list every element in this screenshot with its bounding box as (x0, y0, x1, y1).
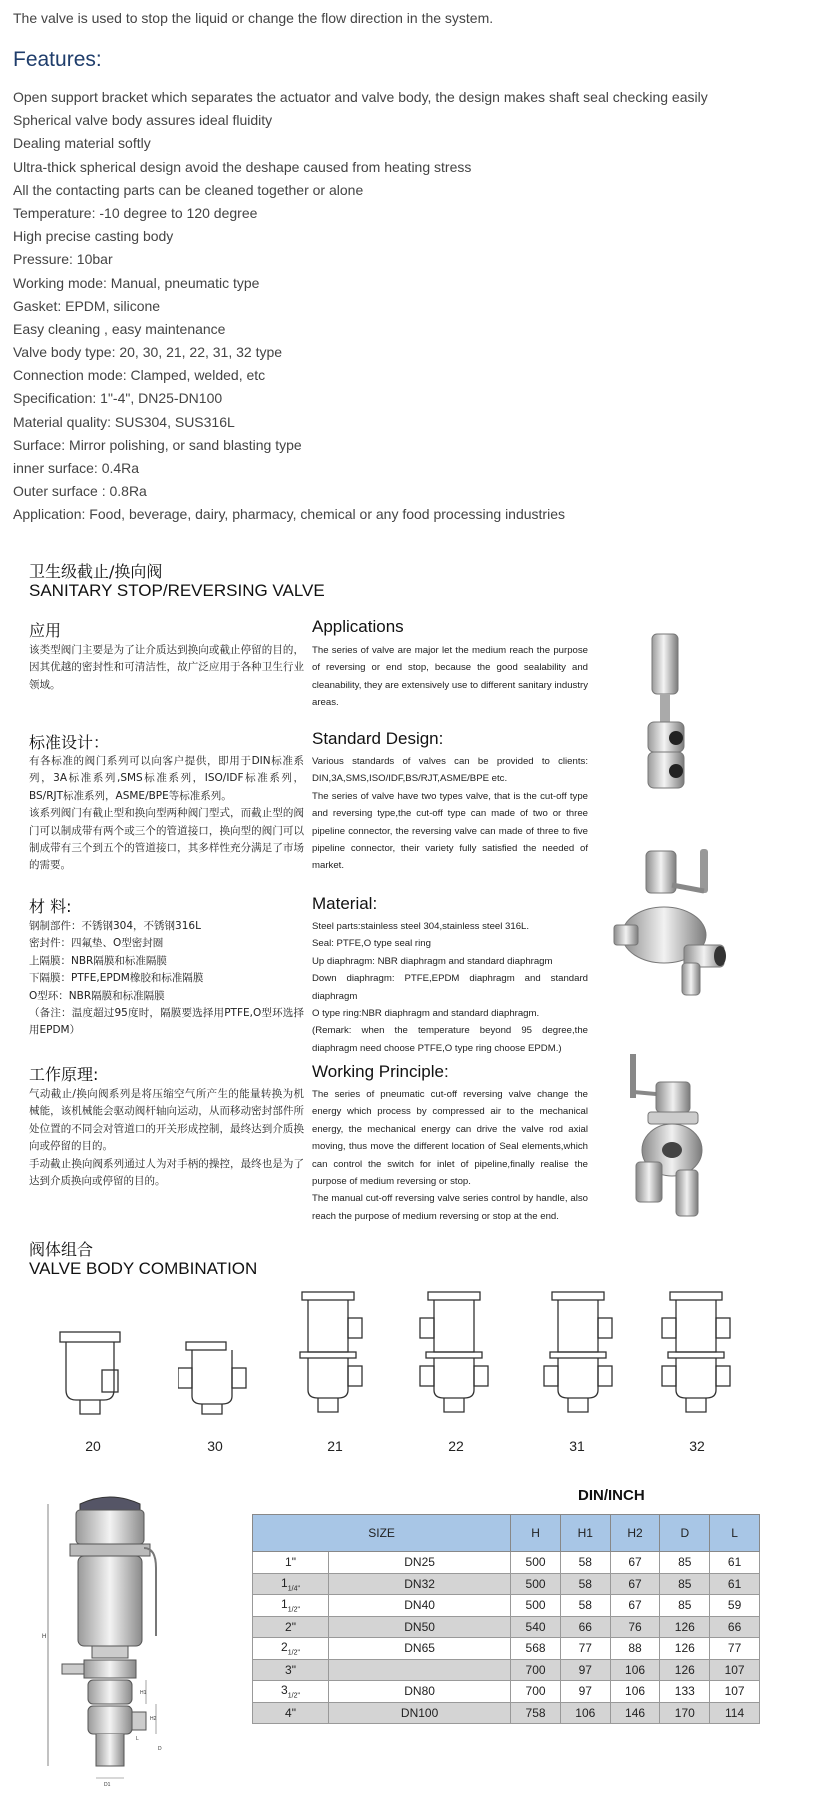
material-line: Down diaphragm: PTFE,EPDM diaphragm and standard diaphragm (312, 973, 588, 1002)
header-h: H (511, 1515, 561, 1552)
standard-text-en (312, 753, 588, 875)
cell-h1: 97 (560, 1659, 610, 1681)
table-row (253, 1616, 760, 1638)
header-h2: H2 (610, 1515, 660, 1552)
feature-item: Gasket: EPDM, silicone (13, 297, 161, 314)
inch-value: 1 (281, 1597, 288, 1612)
inch-value: 3 (281, 1683, 288, 1698)
cell-h: 500 (511, 1552, 561, 1574)
dim-h1: H1 (140, 1690, 147, 1696)
material-line: O型环：NBR隔膜和标准隔膜 (29, 989, 165, 1002)
material-heading-cn: 材 料: (29, 897, 72, 916)
dim-l: L (136, 1736, 139, 1742)
cell-h1: 58 (560, 1552, 610, 1574)
table-header-row (253, 1515, 760, 1552)
applications-text-cn (29, 642, 304, 694)
applications-heading-en: Applications (312, 617, 404, 636)
valve-photo-handle-reversing (626, 1052, 716, 1222)
table-row (253, 1702, 760, 1724)
paragraph: 有各标准的阀门系列可以向客户提供，即用于DIN标准系列，3A标准系列,SMS标准系列，ISO/IDF标准系列，BS/RJT标准系列，ASME/BPE等标准系列。 (29, 755, 304, 802)
header-size: SIZE (253, 1515, 511, 1552)
valve-body-32 (658, 1290, 734, 1420)
cell-h1: 58 (560, 1595, 610, 1617)
feature-item: High precise casting body (13, 228, 174, 245)
cell-d: 85 (660, 1573, 710, 1595)
dim-d: D (158, 1746, 162, 1752)
cell-l: 107 (710, 1681, 760, 1703)
table-row (253, 1638, 760, 1660)
cell-h1: 106 (560, 1702, 610, 1724)
valve-body-30 (178, 1340, 258, 1420)
combination-title-en: VALVE BODY COMBINATION (29, 1259, 258, 1278)
table-row (253, 1573, 760, 1595)
body-label-32: 32 (689, 1438, 705, 1454)
feature-item: Surface: Mirror polishing, or sand blasting type (13, 436, 302, 453)
inch-value: 4" (285, 1705, 296, 1720)
cell-l: 66 (710, 1616, 760, 1638)
feature-item: Open support bracket which separates the actuator and valve body, the design makes shaft seal checking easily (13, 89, 708, 105)
material-heading-en: Material: (312, 894, 378, 913)
cell-dn (329, 1659, 511, 1681)
cell-dn: DN32 (329, 1573, 511, 1595)
working-text-en (312, 1086, 588, 1225)
working-heading-en: Working Principle: (312, 1062, 449, 1081)
feature-item: Outer surface : 0.8Ra (13, 483, 147, 500)
cell-inch (253, 1616, 329, 1638)
inch-fraction: 1/4" (287, 1584, 300, 1592)
inch-value: 3" (285, 1662, 296, 1677)
paragraph: 该系列阀门有截止型和换向型两种阀门型式，而截止型的阀门可以制成带有两个或三个的管道接口，换向型的阀门可以制成带有三个到五个的管道接口，其多样性充分满足了市场的需要。 (29, 807, 304, 872)
inch-fraction: 1/2" (287, 1649, 300, 1657)
cell-d: 126 (660, 1616, 710, 1638)
cell-dn: DN40 (329, 1595, 511, 1617)
table-row (253, 1681, 760, 1703)
cell-h: 758 (511, 1702, 561, 1724)
cell-h2: 146 (610, 1702, 660, 1724)
applications-text-en (312, 642, 588, 712)
material-line: 密封件：四氟垫、O型密封圈 (29, 937, 164, 950)
feature-item: Ultra-thick spherical design avoid the deshape caused from heating stress (13, 158, 472, 175)
table-caption: DIN/INCH (578, 1487, 645, 1504)
header-h1: H1 (560, 1515, 610, 1552)
paragraph: The series of pneumatic cut-off reversing valve change the energy which process by compressed air to the mechanical energy, the mechanical energy can drive the valve rod axial moving, thus move the different location of Seal elements,which can control the switch for inlet of pipeline,finally realise the purpose of medium reversing or stop. (312, 1089, 588, 1188)
cell-h2: 67 (610, 1552, 660, 1574)
cell-inch (253, 1552, 329, 1574)
dim-h2: H2 (150, 1716, 157, 1722)
material-line: 上隔膜：NBR隔膜和标准隔膜 (29, 954, 167, 967)
spec-table (252, 1514, 760, 1724)
feature-item: Temperature: -10 degree to 120 degree (13, 204, 258, 221)
paragraph: The manual cut-off reversing valve series control by handle, also reach the purpose of medium reversing or stop at the end. (312, 1193, 588, 1222)
cell-dn: DN80 (329, 1681, 511, 1703)
body-label-20: 20 (85, 1438, 101, 1454)
material-line: 下隔膜：PTFE,EPDM橡胶和标准隔膜 (29, 972, 204, 985)
material-line: Steel parts:stainless steel 304,stainless steel 316L. (312, 921, 530, 932)
paragraph: Various standards of valves can be provided to clients: DIN,3A,SMS,ISO/IDF,BS/RJT,ASME/BPE etc. (312, 756, 588, 785)
cell-h1: 77 (560, 1638, 610, 1660)
features-list (13, 86, 708, 527)
cell-dn: DN100 (329, 1702, 511, 1724)
table-row (253, 1552, 760, 1574)
cell-d: 170 (660, 1702, 710, 1724)
cell-h: 500 (511, 1573, 561, 1595)
material-line: Seal: PTFE,O type seal ring (312, 938, 431, 950)
cell-h2: 67 (610, 1573, 660, 1595)
cell-d: 85 (660, 1595, 710, 1617)
cell-h2: 67 (610, 1595, 660, 1617)
valve-body-20 (58, 1330, 128, 1420)
intro-text: The valve is used to stop the liquid or change the flow direction in the system. (13, 10, 494, 26)
cell-dn: DN50 (329, 1616, 511, 1638)
cell-h1: 97 (560, 1681, 610, 1703)
material-line: O type ring:NBR diaphragm and standard diaphragm. (312, 1008, 540, 1020)
inch-value: 1 (281, 1575, 288, 1590)
paragraph: 气动截止/换向阀系列是将压缩空气所产生的能量转换为机械能，该机械能会驱动阀杆轴向运动，从而移动密封部件所处位置的不同会对管道口的开关形成控制，最终达到介质换向或停留的目的。 (29, 1088, 304, 1153)
valve-dimension-drawing (40, 1488, 180, 1793)
cell-h: 500 (511, 1595, 561, 1617)
body-label-22: 22 (448, 1438, 464, 1454)
cell-d: 85 (660, 1552, 710, 1574)
cell-inch (253, 1659, 329, 1681)
inch-value: 2 (281, 1640, 288, 1655)
cell-inch (253, 1595, 329, 1617)
cell-h2: 106 (610, 1681, 660, 1703)
inch-value: 2" (285, 1619, 296, 1634)
material-line: (Remark: when the temperature beyond 95 degree,the diaphragm need choose PTFE,O type ring choose EPDM.) (312, 1025, 588, 1054)
cell-l: 61 (710, 1552, 760, 1574)
header-l: L (710, 1515, 760, 1552)
material-text-en (312, 918, 588, 1057)
valve-body-22 (416, 1290, 492, 1420)
dim-d1: D1 (104, 1782, 111, 1788)
table-row (253, 1595, 760, 1617)
valve-body-31 (540, 1290, 616, 1420)
cell-l: 77 (710, 1638, 760, 1660)
working-heading-cn: 工作原理: (29, 1065, 99, 1084)
paragraph: The series of valve have two types valve, that is the cut-off type and reversing type,the cut-off type can made of two or three pipeline connector, the reversing valve can made of three to five pipeline connector, their variety fully satisfied the needed of market. (312, 790, 588, 872)
header-d: D (660, 1515, 710, 1552)
inch-fraction: 1/2" (287, 1606, 300, 1614)
cell-h1: 66 (560, 1616, 610, 1638)
valve-photo-manual-handle (612, 845, 740, 1000)
body-label-31: 31 (569, 1438, 585, 1454)
material-line: 钢制部件：不锈钢304，不锈钢316L (29, 920, 201, 932)
cell-h2: 88 (610, 1638, 660, 1660)
cell-d: 126 (660, 1659, 710, 1681)
standard-heading-en: Standard Design: (312, 729, 444, 748)
cell-l: 114 (710, 1702, 760, 1724)
sanitary-title-en: SANITARY STOP/REVERSING VALVE (29, 581, 325, 600)
cell-dn: DN25 (329, 1552, 511, 1574)
body-label-21: 21 (327, 1438, 343, 1454)
combination-title-cn: 阀体组合 (29, 1240, 94, 1259)
cell-d: 126 (660, 1638, 710, 1660)
dim-h: H (42, 1634, 47, 1640)
feature-item: Specification: 1"-4", DN25-DN100 (13, 390, 223, 407)
cell-inch (253, 1638, 329, 1660)
feature-item: Valve body type: 20, 30, 21, 22, 31, 32 type (13, 344, 283, 361)
cell-h: 568 (511, 1638, 561, 1660)
feature-item: Spherical valve body assures ideal fluidity (13, 112, 273, 129)
feature-item: Easy cleaning , easy maintenance (13, 320, 226, 337)
feature-item: inner surface: 0.4Ra (13, 460, 140, 476)
cell-h2: 76 (610, 1616, 660, 1638)
cell-inch (253, 1573, 329, 1595)
standard-heading-cn: 标准设计： (29, 733, 110, 752)
material-text-cn (29, 918, 304, 1040)
paragraph: The series of valve are major let the medium reach the purpose of reversing or end stop, because the good sealability and cleanability, they are extensively use to different sanitary industry areas. (312, 645, 588, 709)
cell-dn: DN65 (329, 1638, 511, 1660)
feature-item: Connection mode: Clamped, welded, etc (13, 367, 266, 384)
valve-photo-pneumatic (630, 630, 710, 800)
cell-h: 700 (511, 1659, 561, 1681)
feature-item: Pressure: 10bar (13, 251, 113, 268)
working-text-cn (29, 1086, 304, 1190)
applications-heading-cn: 应用 (29, 621, 62, 640)
paragraph: 手动截止换向阀系列通过人为对手柄的操控，最终也是为了达到介质换向或停留的目的。 (29, 1157, 304, 1188)
cell-l: 59 (710, 1595, 760, 1617)
table-row (253, 1659, 760, 1681)
body-label-30: 30 (207, 1438, 223, 1454)
cell-l: 107 (710, 1659, 760, 1681)
cell-inch (253, 1681, 329, 1703)
material-line: Up diaphragm: NBR diaphragm and standard diaphragm (312, 955, 553, 967)
cell-d: 133 (660, 1681, 710, 1703)
feature-item: Dealing material softly (13, 135, 151, 152)
cell-h1: 58 (560, 1573, 610, 1595)
inch-value: 1" (285, 1555, 296, 1570)
cell-inch (253, 1702, 329, 1724)
cell-l: 61 (710, 1573, 760, 1595)
features-title: Features: (13, 48, 102, 71)
sanitary-title-cn: 卫生级截止/换向阀 (29, 562, 163, 581)
feature-item: Working mode: Manual, pneumatic type (13, 274, 260, 291)
cell-h: 700 (511, 1681, 561, 1703)
cell-h: 540 (511, 1616, 561, 1638)
valve-body-21 (298, 1290, 374, 1420)
inch-fraction: 1/2" (287, 1692, 300, 1700)
cell-h2: 106 (610, 1659, 660, 1681)
feature-item: All the contacting parts can be cleaned together or alone (13, 181, 364, 198)
paragraph: 该类型阀门主要是为了让介质达到换向或截止停留的目的，因其优越的密封性和可清洁性，故广泛应用于各种卫生行业领域。 (29, 644, 304, 691)
material-line: （备注：温度超过95度时，隔膜要选择用PTFE,O型环选择用EPDM） (29, 1007, 304, 1037)
feature-item: Application: Food, beverage, dairy, pharmacy, chemical or any food processing industries (13, 506, 565, 523)
standard-text-cn (29, 753, 304, 875)
feature-item: Material quality: SUS304, SUS316L (13, 413, 235, 430)
